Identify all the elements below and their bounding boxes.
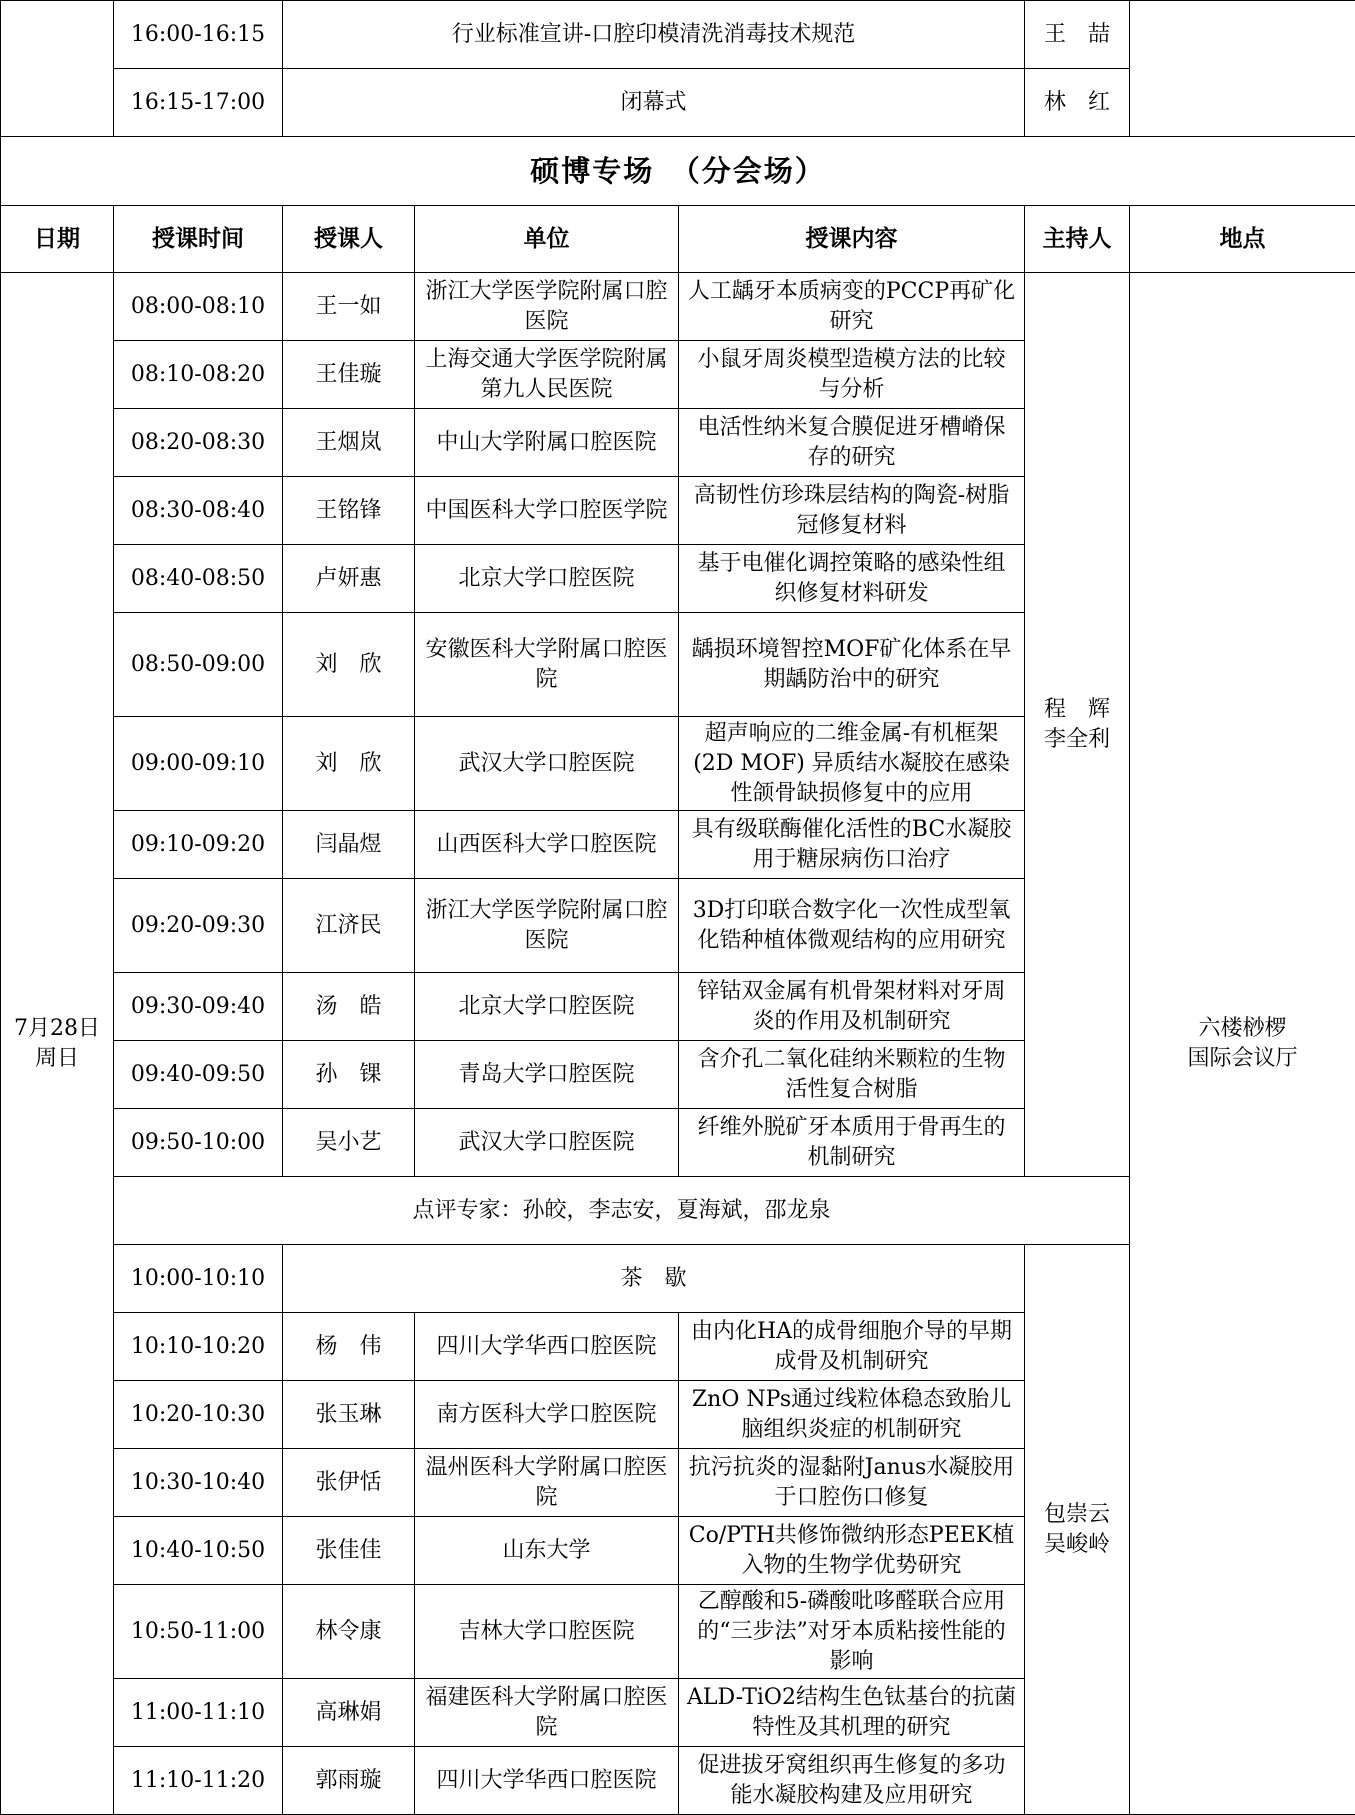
speaker-cell: 王烟岚 — [283, 409, 415, 477]
time-cell: 10:50-11:00 — [114, 1585, 283, 1679]
time-cell: 09:00-09:10 — [114, 717, 283, 811]
content-cell: 闭幕式 — [283, 69, 1025, 137]
unit-cell: 山东大学 — [415, 1517, 679, 1585]
time-cell: 09:40-09:50 — [114, 1041, 283, 1109]
header-content: 授课内容 — [679, 206, 1025, 273]
speaker-cell: 刘 欣 — [283, 717, 415, 811]
review-experts: 点评专家：孙皎，李志安，夏海斌，邵龙泉 — [114, 1177, 1130, 1245]
content-cell: ZnO NPs通过线粒体稳态致胎儿脑组织炎症的机制研究 — [679, 1381, 1025, 1449]
time-cell: 16:00-16:15 — [114, 1, 283, 69]
unit-cell: 上海交通大学医学院附属第九人民医院 — [415, 341, 679, 409]
section-title-row — [1, 137, 1355, 206]
speaker-cell: 汤 皓 — [283, 973, 415, 1041]
break-time: 10:00-10:10 — [114, 1245, 283, 1313]
time-cell: 08:50-09:00 — [114, 613, 283, 717]
speaker-cell: 张伊恬 — [283, 1449, 415, 1517]
content-cell: 3D打印联合数字化一次性成型氧化锆种植体微观结构的应用研究 — [679, 879, 1025, 973]
time-cell: 10:10-10:20 — [114, 1313, 283, 1381]
content-cell: 乙醇酸和5-磷酸吡哆醛联合应用的“三步法”对牙本质粘接性能的影响 — [679, 1585, 1025, 1679]
time-cell: 08:40-08:50 — [114, 545, 283, 613]
unit-cell: 武汉大学口腔医院 — [415, 1109, 679, 1177]
speaker-cell: 张佳佳 — [283, 1517, 415, 1585]
unit-cell: 南方医科大学口腔医院 — [415, 1381, 679, 1449]
speaker-cell: 闫晶煜 — [283, 811, 415, 879]
unit-cell: 中国医科大学口腔医学院 — [415, 477, 679, 545]
speaker-cell: 孙 锞 — [283, 1041, 415, 1109]
time-cell: 10:20-10:30 — [114, 1381, 283, 1449]
content-cell: 龋损环境智控MOF矿化体系在早期龋防治中的研究 — [679, 613, 1025, 717]
session-row — [1, 273, 1355, 341]
speaker-cell: 江济民 — [283, 879, 415, 973]
time-cell: 10:30-10:40 — [114, 1449, 283, 1517]
unit-cell: 吉林大学口腔医院 — [415, 1585, 679, 1679]
unit-cell: 北京大学口腔医院 — [415, 973, 679, 1041]
venue-cell: 六楼桫椤 国际会议厅 — [1130, 273, 1355, 1815]
content-cell: 具有级联酶催化活性的BC水凝胶用于糖尿病伤口治疗 — [679, 811, 1025, 879]
content-cell: 锌钴双金属有机骨架材料对牙周炎的作用及机制研究 — [679, 973, 1025, 1041]
unit-cell: 安徽医科大学附属口腔医院 — [415, 613, 679, 717]
time-cell: 11:10-11:20 — [114, 1747, 283, 1815]
section-title: 硕博专场 （分会场） — [1, 137, 1355, 206]
time-cell: 09:20-09:30 — [114, 879, 283, 973]
time-cell: 09:50-10:00 — [114, 1109, 283, 1177]
break-label: 茶 歇 — [283, 1245, 1025, 1313]
unit-cell: 温州医科大学附属口腔医院 — [415, 1449, 679, 1517]
speaker-cell: 王佳璇 — [283, 341, 415, 409]
speaker-cell: 郭雨璇 — [283, 1747, 415, 1815]
header-unit: 单位 — [415, 206, 679, 273]
content-cell: 促进拔牙窝组织再生修复的多功能水凝胶构建及应用研究 — [679, 1747, 1025, 1815]
time-cell: 10:40-10:50 — [114, 1517, 283, 1585]
unit-cell: 北京大学口腔医院 — [415, 545, 679, 613]
speaker-cell: 王 喆 — [1025, 1, 1130, 69]
unit-cell: 四川大学华西口腔医院 — [415, 1313, 679, 1381]
content-cell: 抗污抗炎的湿黏附Janus水凝胶用于口腔伤口修复 — [679, 1449, 1025, 1517]
unit-cell: 山西医科大学口腔医院 — [415, 811, 679, 879]
unit-cell: 青岛大学口腔医院 — [415, 1041, 679, 1109]
time-cell: 08:20-08:30 — [114, 409, 283, 477]
speaker-cell: 高琳娟 — [283, 1679, 415, 1747]
speaker-cell: 吴小艺 — [283, 1109, 415, 1177]
time-cell: 08:10-08:20 — [114, 341, 283, 409]
speaker-cell: 杨 伟 — [283, 1313, 415, 1381]
content-cell: Co/PTH共修饰微纳形态PEEK植入物的生物学优势研究 — [679, 1517, 1025, 1585]
host-cell: 程 辉 李全利 — [1025, 273, 1130, 1177]
speaker-cell: 张玉琳 — [283, 1381, 415, 1449]
content-cell: 小鼠牙周炎模型造模方法的比较与分析 — [679, 341, 1025, 409]
top-row — [1, 1, 1355, 69]
unit-cell: 浙江大学医学院附属口腔医院 — [415, 273, 679, 341]
content-cell: 含介孔二氧化硅纳米颗粒的生物活性复合树脂 — [679, 1041, 1025, 1109]
content-cell: ALD-TiO2结构生色钛基台的抗菌特性及其机理的研究 — [679, 1679, 1025, 1747]
speaker-cell: 林 红 — [1025, 69, 1130, 137]
header-date: 日期 — [1, 206, 114, 273]
speaker-cell: 王一如 — [283, 273, 415, 341]
content-cell: 基于电催化调控策略的感染性组织修复材料研发 — [679, 545, 1025, 613]
header-venue: 地点 — [1130, 206, 1355, 273]
content-cell: 电活性纳米复合膜促进牙槽嵴保存的研究 — [679, 409, 1025, 477]
content-cell: 由内化HA的成骨细胞介导的早期成骨及机制研究 — [679, 1313, 1025, 1381]
header-speaker: 授课人 — [283, 206, 415, 273]
content-cell: 人工龋牙本质病变的PCCP再矿化研究 — [679, 273, 1025, 341]
host-cell: 包崇云 吴峻岭 — [1025, 1245, 1130, 1815]
time-cell: 08:30-08:40 — [114, 477, 283, 545]
speaker-cell: 王铭锋 — [283, 477, 415, 545]
header-host: 主持人 — [1025, 206, 1130, 273]
time-cell: 08:00-08:10 — [114, 273, 283, 341]
content-cell: 超声响应的二维金属-有机框架(2D MOF) 异质结水凝胶在感染性颌骨缺损修复中的应用 — [679, 717, 1025, 811]
date-cell-empty — [1, 1, 114, 137]
date-cell: 7月28日 周日 — [1, 273, 114, 1815]
header-row — [1, 206, 1355, 273]
unit-cell: 中山大学附属口腔医院 — [415, 409, 679, 477]
time-cell: 09:10-09:20 — [114, 811, 283, 879]
speaker-cell: 林令康 — [283, 1585, 415, 1679]
unit-cell: 武汉大学口腔医院 — [415, 717, 679, 811]
unit-cell: 福建医科大学附属口腔医院 — [415, 1679, 679, 1747]
unit-cell: 四川大学华西口腔医院 — [415, 1747, 679, 1815]
unit-cell: 浙江大学医学院附属口腔医院 — [415, 879, 679, 973]
venue-cell-empty — [1130, 1, 1355, 137]
time-cell: 11:00-11:10 — [114, 1679, 283, 1747]
time-cell: 09:30-09:40 — [114, 973, 283, 1041]
time-cell: 16:15-17:00 — [114, 69, 283, 137]
speaker-cell: 刘 欣 — [283, 613, 415, 717]
header-time: 授课时间 — [114, 206, 283, 273]
content-cell: 高韧性仿珍珠层结构的陶瓷-树脂冠修复材料 — [679, 477, 1025, 545]
content-cell: 行业标准宣讲-口腔印模清洗消毒技术规范 — [283, 1, 1025, 69]
content-cell: 纤维外脱矿牙本质用于骨再生的机制研究 — [679, 1109, 1025, 1177]
speaker-cell: 卢妍惠 — [283, 545, 415, 613]
